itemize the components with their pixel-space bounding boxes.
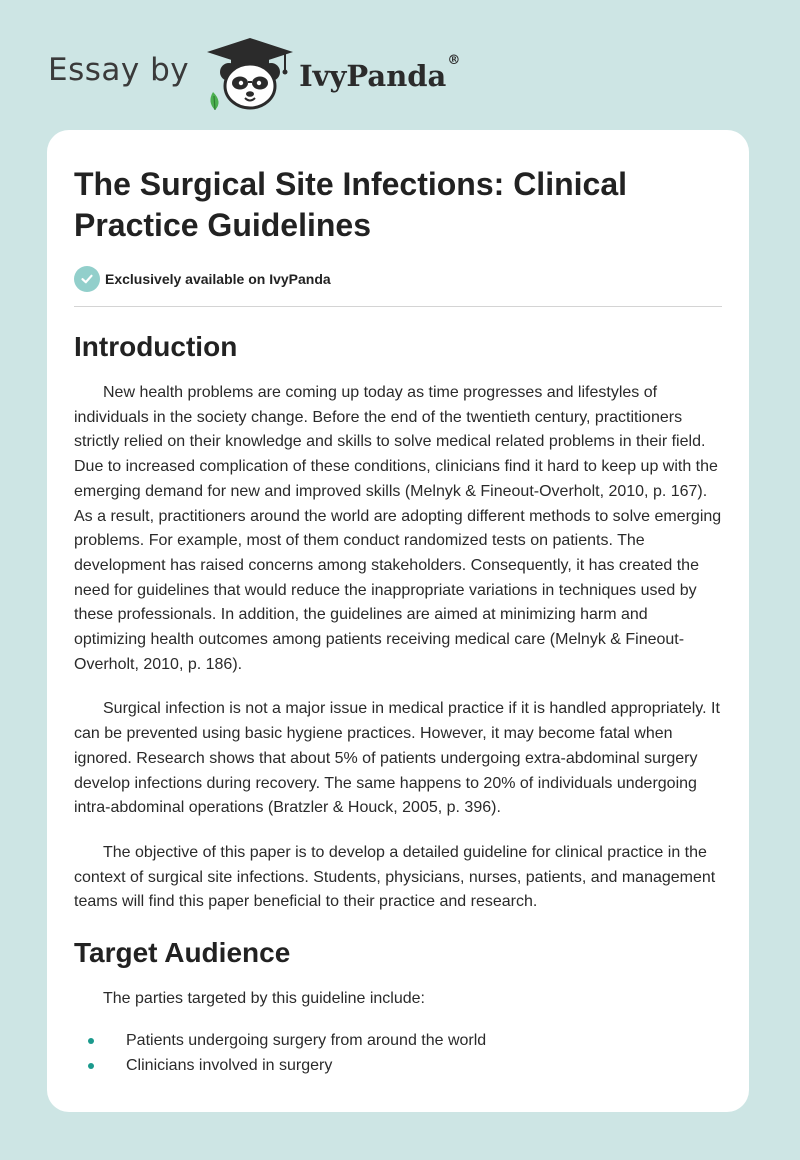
exclusive-badge-text: Exclusively available on IvyPanda bbox=[105, 271, 331, 287]
section-heading: Target Audience bbox=[74, 937, 291, 969]
list-item: Patients undergoing surgery from around the world bbox=[126, 1028, 722, 1053]
paragraph: New health problems are coming up today as time progresses and lifestyles of individuals in the society change. Before the end of the twentieth century, practitioners strictly relied on their knowledge and skills to solve medical related problems in their field. Due to increased complication of these conditions, clinicians find it hard to keep up with the emerging demand for new and improved skills (Melnyk & Fineout-Overholt, 2010, p. 167). As a result, practitioners around the world are adopting different methods to solve emerging problems. For example, most of them conduct randomized tests on patients. The development has raised concerns among stakeholders. Consequently, it has created the need for guidelines that would reduce the inappropriate variations in techniques used by these professionals. In addition, the guidelines are aimed at minimizing harm and optimizing health outcomes among patients receiving medical care (Melnyk & Fineout-Overholt, 2010, p. 186). bbox=[74, 384, 722, 673]
section-target-audience bbox=[74, 935, 722, 1078]
exclusive-badge bbox=[74, 266, 722, 292]
article-card bbox=[47, 130, 749, 1112]
paragraph: The objective of this paper is to develop a detailed guideline for clinical practice in the context of surgical site infections. Students, physicians, nurses, patients, and management teams will find this paper beneficial to their practice and research. bbox=[74, 843, 716, 911]
list-item: Clinicians involved in surgery bbox=[126, 1053, 722, 1078]
title-divider bbox=[74, 306, 722, 307]
article-title: The Surgical Site Infections: Clinical Practice Guidelines bbox=[74, 166, 627, 243]
audience-list bbox=[74, 1028, 722, 1078]
site-brand[interactable] bbox=[48, 36, 460, 112]
check-icon bbox=[74, 266, 100, 292]
section-introduction bbox=[74, 329, 722, 915]
paragraph: Surgical infection is not a major issue in medical practice if it is handled appropriately. It can be prevented using basic hygiene practices. However, it may become fatal when ignored. Research shows that about 5% of patients undergoing extra-abdominal surgery develop infections during recovery. The same happens to 20% of individuals undergoing intra-abdominal operations (Bratzler & Houck, 2005, p. 396). bbox=[74, 700, 720, 817]
section-heading: Introduction bbox=[74, 331, 238, 362]
panda-graduate-icon bbox=[205, 36, 295, 112]
brand-name: IvyPanda® bbox=[299, 53, 461, 93]
brand-prefix: Essay by bbox=[48, 52, 190, 88]
paragraph: The parties targeted by this guideline include: bbox=[103, 990, 425, 1008]
